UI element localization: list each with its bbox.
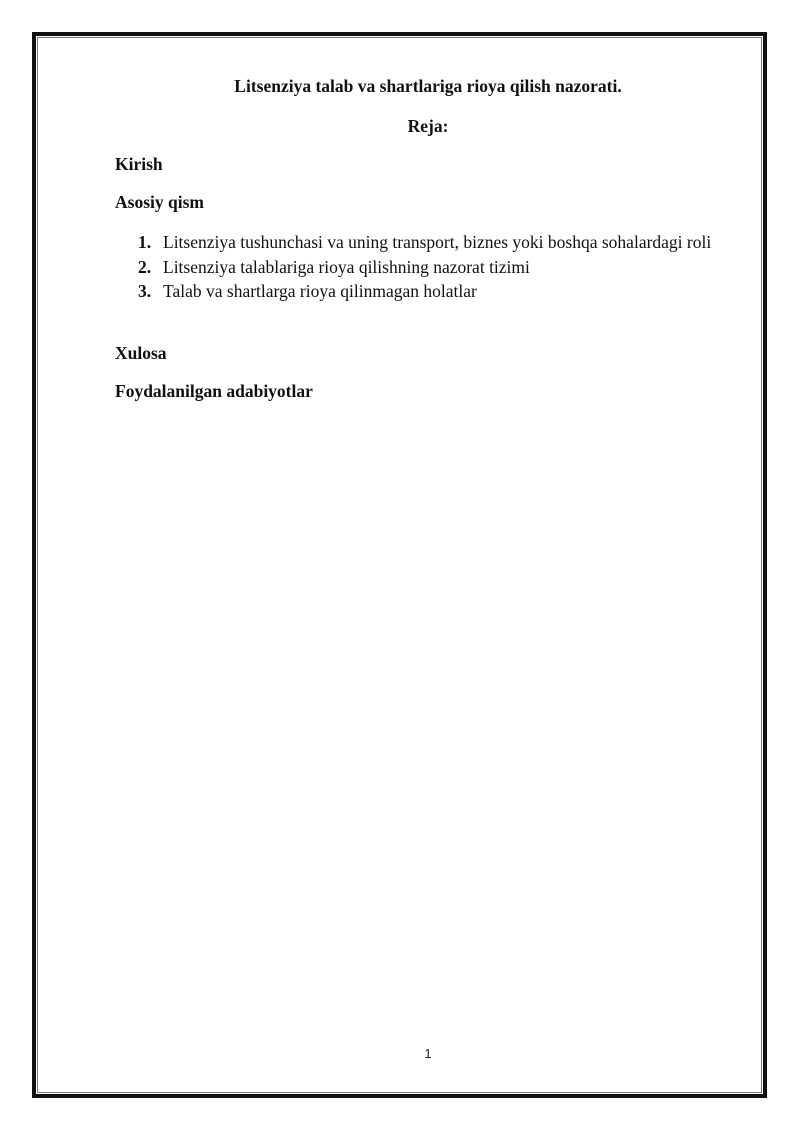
toc-list <box>138 230 728 304</box>
toc-item-number: 1. <box>138 232 152 252</box>
page-number: 1 <box>424 1046 432 1061</box>
toc-item-text: Litsenziya talablariga rioya qilishning nazorat tizimi <box>163 256 530 277</box>
toc-item <box>138 279 728 304</box>
section-references: Foydalanilgan adabiyotlar <box>115 381 313 401</box>
section-conclusion: Xulosa <box>115 343 167 363</box>
section-intro: Kirish <box>115 154 163 174</box>
toc-item-text: Talab va shartlarga rioya qilinmagan holatlar <box>163 281 477 301</box>
section-main: Asosiy qism <box>115 192 204 212</box>
document-title: Litsenziya talab va shartlariga rioya qilish nazorati. <box>234 76 622 96</box>
plan-heading: Reja: <box>407 116 449 136</box>
toc-item-number: 3. <box>138 281 152 301</box>
toc-item-text: Litsenziya tushunchasi va uning transport, biznes yoki boshqa sohalardagi roli <box>163 232 712 252</box>
toc-item <box>138 255 728 280</box>
toc-item-number: 2. <box>138 256 152 277</box>
toc-item <box>138 230 728 255</box>
